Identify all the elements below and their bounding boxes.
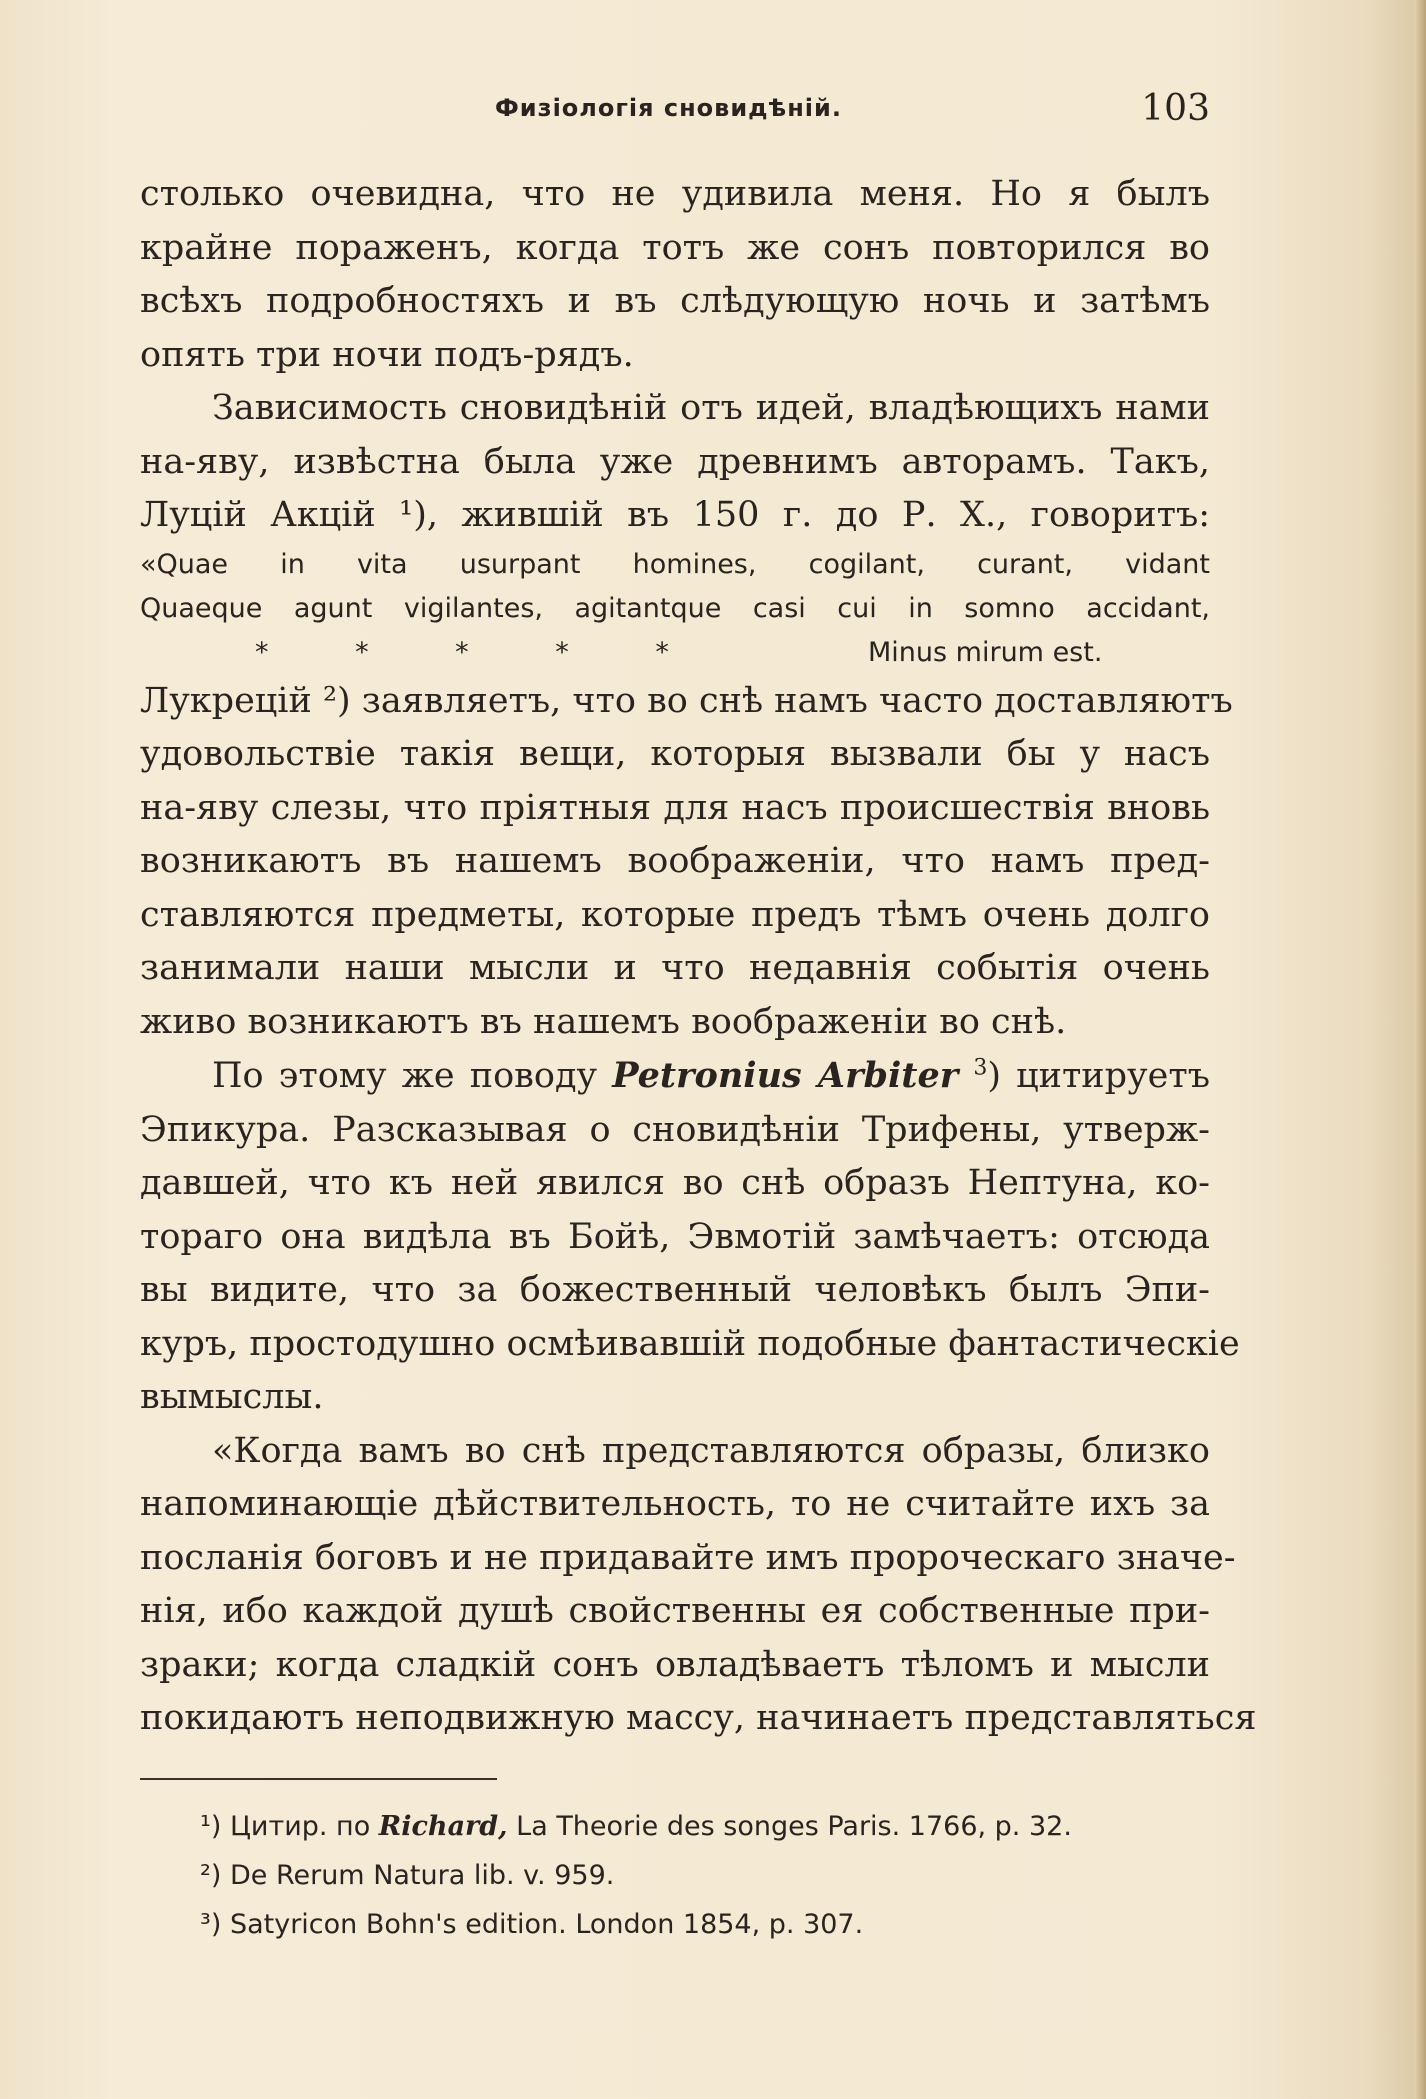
- text-line: на-яву слезы, что пріятныя для насъ происшествія вновь: [140, 787, 1210, 828]
- text-line: Зависимость сновидѣній отъ идей, владѣющихъ нами: [212, 388, 1210, 428]
- asterisk-separator: * * * * *: [255, 636, 669, 668]
- text-line: зраки; когда сладкій сонъ овладѣваетъ тѣломъ и мысли: [140, 1644, 1210, 1685]
- quote-ending: Minus mirum est.: [868, 636, 1103, 668]
- text-line: покидаютъ неподвижную массу, начинаетъ представляться: [140, 1698, 1257, 1738]
- text-line: вы видите, что за божественный человѣкъ былъ Эпи-: [140, 1270, 1210, 1310]
- footnote-marker: ²): [200, 1860, 222, 1891]
- text-line: [140, 1049, 1210, 1104]
- text-line: ставляются предметы, которые предъ тѣмъ очень долго: [140, 894, 1210, 935]
- footnote-2: [200, 1851, 1200, 1900]
- quote-line: Quaeque agunt vigilantes, agitantque casi cui in somno accidant,: [140, 592, 1210, 624]
- text-line: живо возникаютъ въ нашемъ воображеніи во снѣ.: [140, 1001, 1067, 1042]
- text-line: занимали наши мысли и что недавнія событія очень: [140, 948, 1210, 988]
- text-line: на-яву, извѣстна была уже древнимъ авторамъ. Такъ,: [140, 441, 1210, 482]
- latin-quote: [140, 543, 1210, 675]
- footnote-1: [200, 1802, 1200, 1851]
- text-line: Эпикура. Разсказывая о сновидѣніи Трифены, утверж-: [140, 1109, 1210, 1150]
- text-line: крайне пораженъ, когда тотъ же сонъ повторился во: [140, 227, 1210, 268]
- footnote-text: La Theorie des songes Paris. 1766, p. 32.: [507, 1811, 1072, 1842]
- text-line: вымыслы.: [140, 1377, 324, 1417]
- footnote-italic: Richard,: [378, 1811, 508, 1842]
- text-line: давшей, что къ ней явился во снѣ образъ Нептуна, ко-: [140, 1163, 1210, 1203]
- text-line: тораго она видѣла въ Бойѣ, Эвмотій замѣчаетъ: отсюда: [140, 1216, 1210, 1257]
- text-line: «Когда вамъ во снѣ представляются образы, близко: [212, 1430, 1210, 1471]
- italic-name: Petronius Arbiter: [612, 1055, 959, 1096]
- text-line: столько очевидна, что не удивила меня. Но я былъ: [140, 174, 1210, 214]
- page-number: 103: [1141, 88, 1210, 129]
- running-title: Физіологія сновидѣній.: [495, 94, 842, 122]
- page-header: [140, 88, 1210, 138]
- text-line: куръ, простодушно осмѣивавшій подобные фантастическіе: [140, 1323, 1240, 1364]
- paragraph-3: [140, 675, 1233, 1050]
- text-fragment: ) цитируетъ: [987, 1056, 1210, 1096]
- footnote-text: Цитир. по: [229, 1811, 379, 1842]
- footnote-ref: 3: [973, 1055, 988, 1081]
- footnote-marker: ³): [200, 1909, 222, 1940]
- text-line: всѣхъ подробностяхъ и въ слѣдующую ночь и затѣмъ: [140, 281, 1210, 321]
- quote-ellipsis-line: [140, 631, 1210, 675]
- text-line: опять три ночи подъ-рядъ.: [140, 334, 634, 375]
- body-text: [140, 168, 1257, 1746]
- footnote-text: De Rerum Natura lib. v. 959.: [229, 1860, 615, 1891]
- text-line: нія, ибо каждой душѣ свойственны ея собственные при-: [140, 1591, 1210, 1631]
- text-line: Лукрецій ²) заявляетъ, что во снѣ намъ часто доставляютъ: [140, 680, 1233, 721]
- footnote-text: Satyricon Bohn's edition. London 1854, p. 307.: [229, 1909, 864, 1940]
- footnote-divider: [140, 1778, 497, 1780]
- text-line: посланія боговъ и не придавайте имъ пророческаго значе-: [140, 1537, 1236, 1578]
- text-line: удовольствіе такія вещи, которыя вызвали бы у насъ: [140, 734, 1210, 774]
- paragraph-1: [140, 168, 1210, 382]
- paragraph-2: [140, 382, 1210, 543]
- paragraph-5: [140, 1425, 1257, 1746]
- paragraph-4: [140, 1049, 1240, 1425]
- footnotes: [200, 1802, 1200, 1949]
- page-edge: [1414, 0, 1426, 2099]
- quote-line: «Quae in vita usurpant homines, cogilant, curant, vidant: [140, 548, 1210, 580]
- text-line: возникаютъ въ нашемъ воображеніи, что намъ пред-: [140, 841, 1210, 881]
- footnote-marker: ¹): [200, 1811, 222, 1842]
- text-line: Луцій Акцій ¹), жившій въ 150 г. до Р. Х., говоритъ:: [140, 495, 1210, 535]
- footnote-3: [200, 1900, 1200, 1949]
- text-line: напоминающіе дѣйствительность, то не считайте ихъ за: [140, 1484, 1210, 1524]
- text-fragment: По этому же поводу: [212, 1056, 613, 1096]
